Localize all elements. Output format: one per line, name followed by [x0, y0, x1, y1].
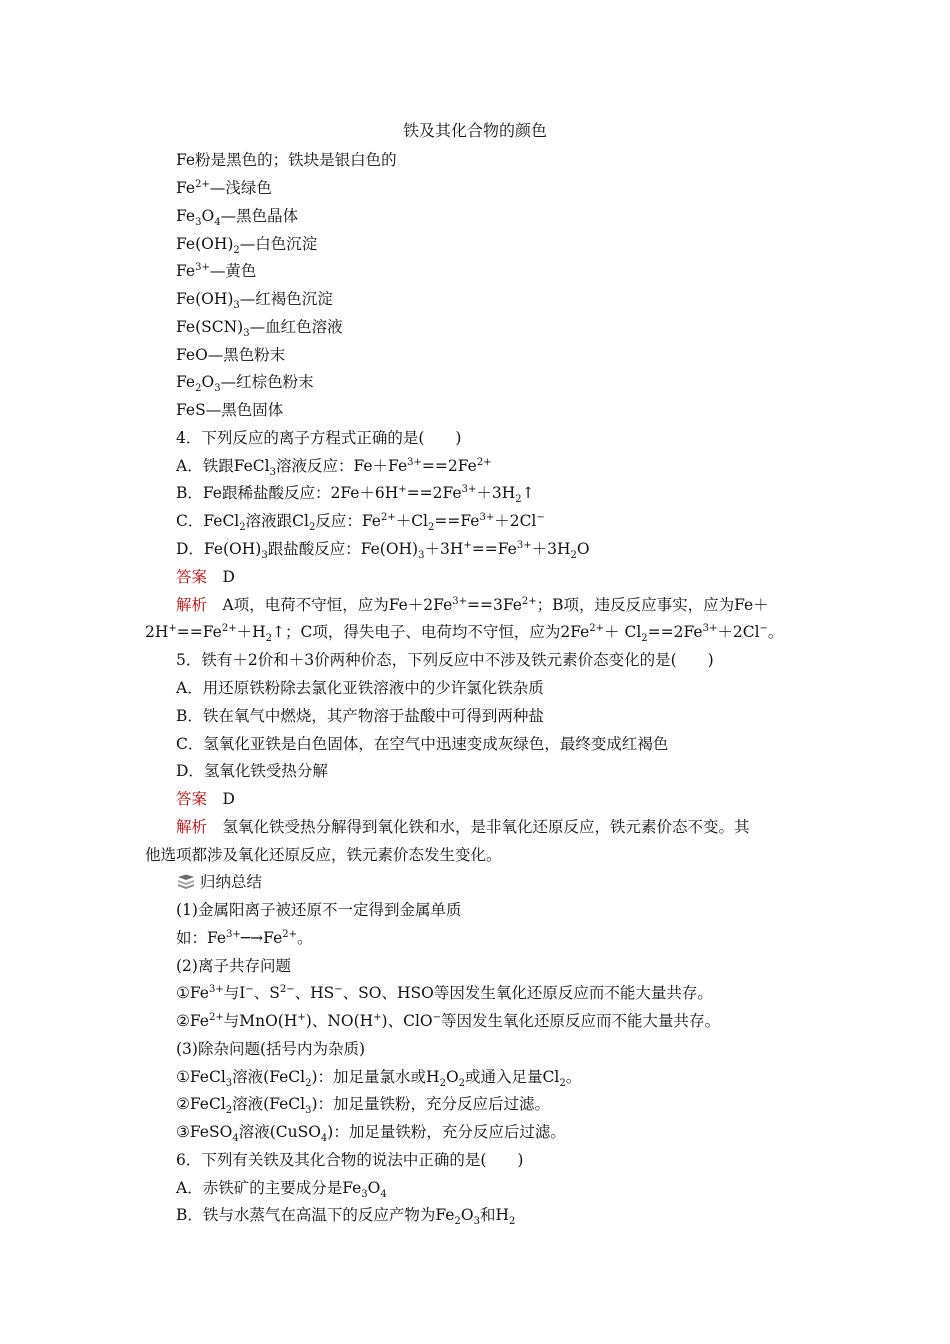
- q5-option-d: D．氢氧化铁受热分解: [176, 762, 328, 780]
- color-heading: Fe粉是黑色的；铁块是银白色的: [176, 151, 397, 169]
- q6-option-a: A．赤铁矿的主要成分是$Fe_3O_4$: [176, 1179, 387, 1201]
- q4-analysis-line2: $2H^+==Fe^{2+}+H_2↑$；C项，得失电子、电荷均不守恒，应为$2Fe^{2+}+ Cl_2==2Fe^{3+}+2Cl^-$。: [145, 622, 784, 645]
- q4-option-d: D．$Fe(OH)_3$跟盐酸反应：$Fe(OH)_3+3H^+==Fe^{3+}+3H_2O$: [176, 539, 590, 562]
- q5-option-b: B．铁在氧气中燃烧，其产物溶于盐酸中可得到两种盐: [176, 707, 544, 725]
- summary-p3c: ③FeSO$_4$溶液(CuSO$_4$)：加足量铁粉，充分反应后过滤。: [176, 1123, 566, 1145]
- q4-option-c: C．FeCl$_2$溶液跟$Cl_2$反应：$Fe^{2+}+Cl_2==Fe^{3+}+2Cl^-$: [176, 511, 545, 534]
- summary-p3: (3)除杂问题(括号内为杂质): [176, 1040, 366, 1058]
- summary-p2: (2)离子共存问题: [176, 957, 291, 975]
- analysis-label: 解析: [176, 596, 208, 614]
- page-title: 铁及其化合物的颜色: [402, 121, 547, 140]
- color-feoh3: $Fe(OH)_3—$红褐色沉淀: [176, 290, 333, 312]
- q5-option-a: A．用还原铁粉除去氯化亚铁溶液中的少许氯化铁杂质: [176, 679, 544, 697]
- q6-stem: 6．下列有关铁及其化合物的说法中正确的是( ): [176, 1151, 524, 1169]
- q4-answer: 答案 D: [176, 568, 235, 586]
- summary-p1: (1)金属阳离子被还原不一定得到金属单质: [176, 901, 462, 919]
- color-fes: FeS—黑色固体: [176, 401, 284, 419]
- answer-label: 答案: [176, 790, 208, 808]
- summary-p2a: $①Fe^{3+}$与I−、$S^{2-}$、HS−、SO、HSO等因发生氧化还原反应而不能大量共存。: [176, 983, 713, 1002]
- summary-p1-example: 如：$Fe^{3+}─\to Fe^{2+}$。: [176, 928, 313, 947]
- summary-p2b: $②Fe^{2+}$与MnO(H+)、NO(H+)、ClO−等因发生氧化还原反应而不能大量共存。: [176, 1011, 721, 1030]
- color-feoh2: $Fe(OH)_2—$白色沉淀: [176, 235, 318, 257]
- color-feo: FeO—黑色粉末: [176, 346, 286, 364]
- color-fe3o4: $Fe_3O_4—$黑色晶体: [176, 207, 299, 229]
- color-fe2: $Fe^{2+}—$浅绿色: [176, 178, 272, 197]
- q4-option-a: A．铁跟FeCl$_3$溶液反应：$Fe+Fe^{3+}==2Fe^{2+}$: [176, 456, 492, 479]
- color-fe2o3: $Fe_2O_3—$红棕色粉末: [176, 373, 314, 395]
- book-stack-icon: [176, 874, 196, 890]
- q5-analysis-line1: 解析 氢氧化铁受热分解得到氧化铁和水，是非氧化还原反应，铁元素价态不变。其: [176, 818, 750, 836]
- summary-heading: 归纳总结: [176, 871, 262, 893]
- q4-analysis-line1: 解析 A项，电荷不守恒，应为$Fe+2Fe^{3+}==3Fe^{2+}$；B项，违反反应事实，应为Fe＋: [176, 595, 769, 614]
- summary-p3b: ②FeCl$_2$溶液(FeCl$_3$)：加足量铁粉，充分反应后过滤。: [176, 1095, 551, 1117]
- summary-p3a: ①FeCl$_3$溶液(FeCl$_2$)：加足量氯水或$H_2O_2$或通入足量$Cl_2$。: [176, 1068, 582, 1090]
- q5-answer: 答案 D: [176, 790, 235, 808]
- q6-option-b: B．铁与水蒸气在高温下的反应产物为$Fe_2O_3$和$H_2$: [176, 1206, 516, 1228]
- answer-label: 答案: [176, 568, 208, 586]
- q5-option-c: C．氢氧化亚铁是白色固体，在空气中迅速变成灰绿色，最终变成红褐色: [176, 735, 669, 753]
- color-fe3: $Fe^{3+}—$黄色: [176, 261, 257, 280]
- q5-stem: 5．铁有＋2价和＋3价两种价态，下列反应中不涉及铁元素价态变化的是( ): [176, 651, 714, 669]
- q4-option-b: B．Fe跟稀盐酸反应：$2Fe+6H^+==2Fe^{3+}+3H_2↑$: [176, 483, 535, 506]
- q5-analysis-line2: 他选项都涉及氧化还原反应，铁元素价态发生变化。: [145, 846, 502, 864]
- q4-stem: 4．下列反应的离子方程式正确的是( ): [176, 429, 462, 447]
- analysis-label: 解析: [176, 818, 208, 836]
- color-fescn3: $Fe(SCN)_3—$血红色溶液: [176, 318, 343, 340]
